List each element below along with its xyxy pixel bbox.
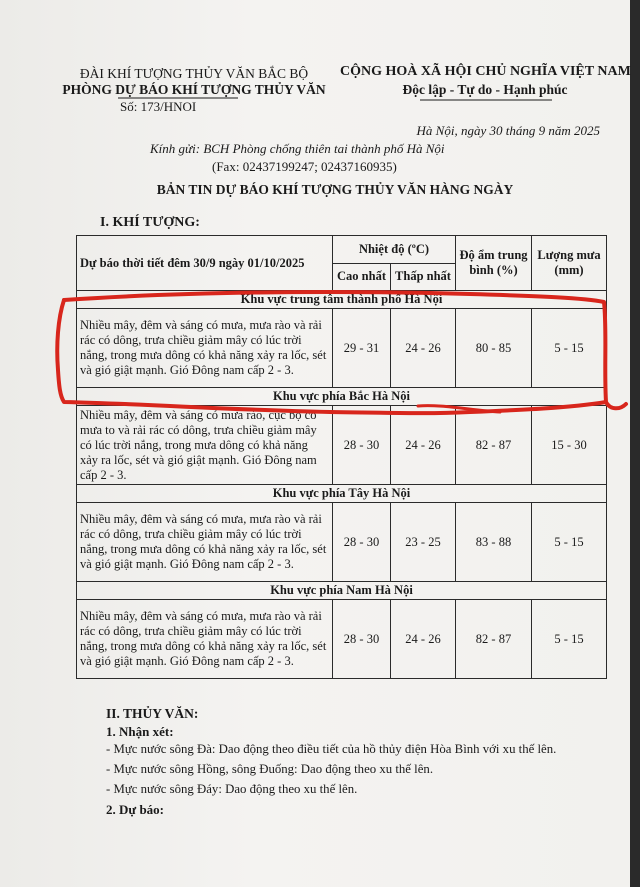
- forecast-text: Nhiều mây, đêm và sáng có mưa, mưa rào và rải rác có dông, trưa chiều giảm mây có lúc trời nắng, trong mưa dông có khả năng xảy ra lốc, sét và gió giật mạnh. Gió Đông nam cấp 2 - 3.: [77, 503, 333, 582]
- remark-item: - Mực nước sông Đà: Dao động theo điều tiết của hồ thủy điện Hòa Bình với xu thế lên.: [106, 742, 557, 756]
- recipient-line: Kính gửi: BCH Phòng chống thiên tai thành phố Hà Nội: [150, 141, 445, 156]
- agency-name: ĐÀI KHÍ TƯỢNG THỦY VĂN BẮC BỘ: [79, 66, 309, 81]
- department-name-text: PHÒNG DỰ BÁO KHÍ TƯỢNG THỦY VĂN: [62, 82, 326, 97]
- temp-min-value: 24 - 26: [391, 600, 456, 679]
- header-temp-max: Cao nhất: [333, 263, 391, 291]
- temp-max-value: 28 - 30: [333, 503, 391, 582]
- temp-min-value: 24 - 26: [391, 309, 456, 388]
- table-header-row: [77, 236, 607, 264]
- header-humidity: Độ ẩm trung bình (%): [456, 236, 532, 291]
- temp-max-value: 28 - 30: [333, 406, 391, 485]
- motto-underline: [420, 99, 552, 101]
- forecast-row: [77, 600, 607, 679]
- nation-name: CỘNG HOÀ XÃ HỘI CHỦ NGHĨA VIỆT NAM: [340, 64, 631, 79]
- temp-max-value: 29 - 31: [333, 309, 391, 388]
- department-name: [44, 82, 344, 98]
- fax-line: (Fax: 02437199247; 02437160935): [212, 159, 397, 174]
- forecast-heading: 2. Dự báo:: [106, 802, 164, 817]
- humidity-value: 82 - 87: [456, 600, 532, 679]
- date-line: Hà Nội, ngày 30 tháng 9 năm 2025: [416, 123, 600, 138]
- region-name: Khu vực phía Nam Hà Nội: [77, 582, 607, 600]
- region-name: Khu vực trung tâm thành phố Hà Nội: [77, 291, 607, 309]
- section-1-heading: I. KHÍ TƯỢNG:: [100, 215, 200, 230]
- section-2-heading: II. THỦY VĂN:: [106, 706, 199, 721]
- region-name: Khu vực phía Bắc Hà Nội: [77, 388, 607, 406]
- region-name: Khu vực phía Tây Hà Nội: [77, 485, 607, 503]
- remark-item: - Mực nước sông Hồng, sông Đuống: Dao động theo xu thế lên.: [106, 762, 434, 776]
- region-row: [77, 388, 607, 406]
- temp-min-value: 23 - 25: [391, 503, 456, 582]
- document-title: BẢN TIN DỰ BÁO KHÍ TƯỢNG THỦY VĂN HÀNG NGÀY: [156, 182, 514, 197]
- rainfall-value: 5 - 15: [532, 503, 607, 582]
- humidity-value: 83 - 88: [456, 503, 532, 582]
- rainfall-value: 15 - 30: [532, 406, 607, 485]
- forecast-row: [77, 406, 607, 485]
- forecast-row: [77, 309, 607, 388]
- region-row: [77, 582, 607, 600]
- motto: Độc lập - Tự do - Hạnh phúc: [402, 82, 568, 97]
- rainfall-value: 5 - 15: [532, 309, 607, 388]
- weather-forecast-table: [76, 235, 607, 679]
- forecast-text: Nhiều mây, đêm và sáng có mưa, mưa rào và rải rác có dông, trưa chiều giảm mây có lúc trời nắng, trong mưa dông có khả năng xảy ra lốc, sét và gió giật mạnh. Gió Đông nam cấp 2 - 3.: [77, 309, 333, 388]
- header-temperature: Nhiệt độ (ºC): [333, 236, 456, 264]
- remark-item: - Mực nước sông Đáy: Dao động theo xu thế lên.: [106, 782, 358, 796]
- forecast-row: [77, 503, 607, 582]
- header-temp-min: Thấp nhất: [391, 263, 456, 291]
- region-row: [77, 485, 607, 503]
- forecast-text: Nhiều mây, đêm và sáng có mưa, mưa rào và rải rác có dông, trưa chiều giảm mây có lúc trời nắng, trong mưa dông có khả năng xảy ra lốc, sét và gió giật mạnh. Gió Đông nam cấp 2 - 3.: [77, 600, 333, 679]
- forecast-text: Nhiều mây, đêm và sáng có mưa rào, cục bộ có mưa to và rải rác có dông, trưa chiều giảm mây có lúc trời nắng, trong mưa dông có khả năng xảy ra lốc, sét và gió giật mạnh. Gió Đông nam cấp 2 - 3.: [77, 406, 333, 485]
- temp-min-value: 24 - 26: [391, 406, 456, 485]
- rainfall-value: 5 - 15: [532, 600, 607, 679]
- header-rainfall: Lượng mưa (mm): [532, 236, 607, 291]
- doc-number: Số: 173/HNOI: [120, 99, 197, 114]
- humidity-value: 82 - 87: [456, 406, 532, 485]
- remarks-heading: 1. Nhận xét:: [106, 724, 174, 739]
- region-row: [77, 291, 607, 309]
- temp-max-value: 28 - 30: [333, 600, 391, 679]
- header-forecast: Dự báo thời tiết đêm 30/9 ngày 01/10/2025: [77, 236, 333, 291]
- humidity-value: 80 - 85: [456, 309, 532, 388]
